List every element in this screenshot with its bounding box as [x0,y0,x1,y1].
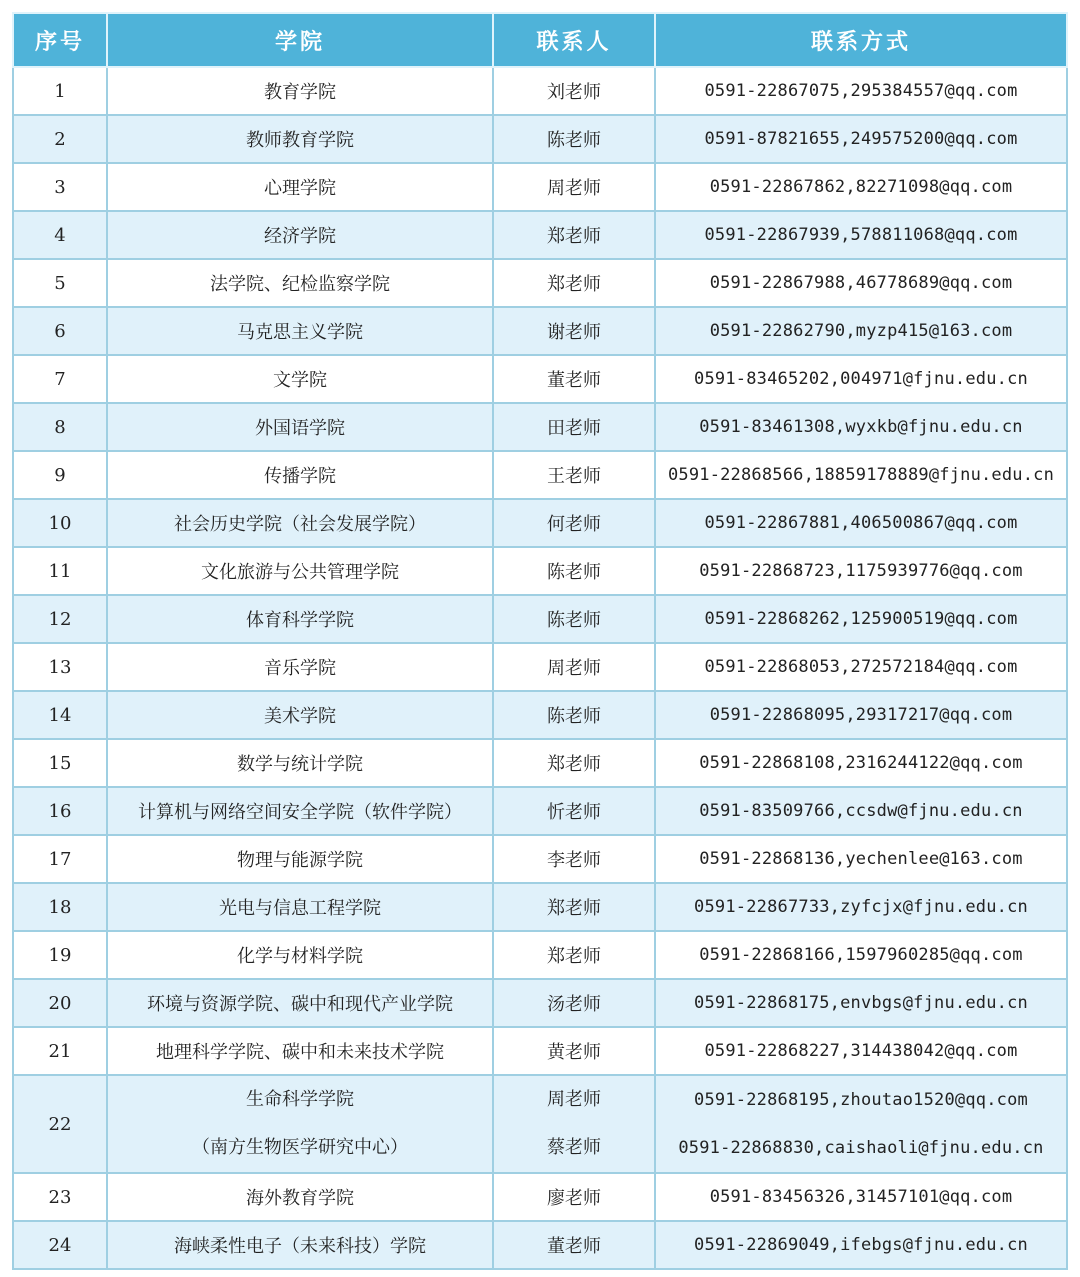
contact-person: 周老师 [493,643,655,691]
row-number: 20 [13,979,107,1027]
contact-info: 0591-22868095,29317217@qq.com [655,691,1067,739]
row-number: 21 [13,1027,107,1075]
table-row [13,883,1067,931]
contact-info: 0591-22868053,272572184@qq.com [655,643,1067,691]
row-number: 11 [13,547,107,595]
row-number: 14 [13,691,107,739]
contact-person: 陈老师 [493,547,655,595]
row-number: 18 [13,883,107,931]
row-number: 16 [13,787,107,835]
row-number: 6 [13,307,107,355]
row-number: 4 [13,211,107,259]
contact-info: 0591-22868136,yechenlee@163.com [655,835,1067,883]
college-name: 数学与统计学院 [107,739,493,787]
contact-person: 刘老师 [493,67,655,115]
contact-person: 陈老师 [493,115,655,163]
header-contact-info: 联系方式 [655,13,1067,67]
college-name-line2: （南方生物医学研究中心） [192,1137,408,1158]
contact-info: 0591-22867075,295384557@qq.com [655,67,1067,115]
college-name: 传播学院 [107,451,493,499]
contact-info: 0591-83465202,004971@fjnu.edu.cn [655,355,1067,403]
contact-table-container [12,12,1066,1270]
contact-person: 廖老师 [493,1173,655,1221]
contact-info: 0591-22867733,zyfcjx@fjnu.edu.cn [655,883,1067,931]
table-row [13,835,1067,883]
table-row [13,307,1067,355]
college-name: 教育学院 [107,67,493,115]
table-row [13,547,1067,595]
table-header-row [13,13,1067,67]
college-name [107,1075,493,1173]
contact-person-2: 蔡老师 [547,1137,601,1158]
row-number: 13 [13,643,107,691]
contact-person: 忻老师 [493,787,655,835]
table-row [13,67,1067,115]
contact-info: 0591-22868566,18859178889@fjnu.edu.cn [655,451,1067,499]
college-name: 教师教育学院 [107,115,493,163]
contact-info: 0591-22867862,82271098@qq.com [655,163,1067,211]
college-name: 化学与材料学院 [107,931,493,979]
table-row [13,1027,1067,1075]
college-name: 马克思主义学院 [107,307,493,355]
college-name: 体育科学学院 [107,595,493,643]
header-college: 学院 [107,13,493,67]
contact-table [12,12,1068,1270]
row-number: 1 [13,67,107,115]
table-row [13,931,1067,979]
college-name: 经济学院 [107,211,493,259]
contact-person: 谢老师 [493,307,655,355]
row-number: 9 [13,451,107,499]
contact-info: 0591-22867939,578811068@qq.com [655,211,1067,259]
contact-info: 0591-22869049,ifebgs@fjnu.edu.cn [655,1221,1067,1269]
table-row [13,739,1067,787]
college-name: 计算机与网络空间安全学院（软件学院） [107,787,493,835]
table-row [13,787,1067,835]
table-row [13,1075,1067,1173]
contact-person: 田老师 [493,403,655,451]
contact-info: 0591-22867881,406500867@qq.com [655,499,1067,547]
contact-info: 0591-22868262,125900519@qq.com [655,595,1067,643]
contact-info: 0591-22868175,envbgs@fjnu.edu.cn [655,979,1067,1027]
contact-info: 0591-22868166,1597960285@qq.com [655,931,1067,979]
contact-info [655,1075,1067,1173]
college-name: 环境与资源学院、碳中和现代产业学院 [107,979,493,1027]
table-row [13,163,1067,211]
contact-person: 郑老师 [493,259,655,307]
contact-info: 0591-22868227,314438042@qq.com [655,1027,1067,1075]
contact-person: 陈老师 [493,691,655,739]
college-name: 美术学院 [107,691,493,739]
college-name: 文学院 [107,355,493,403]
college-name: 地理科学学院、碳中和未来技术学院 [107,1027,493,1075]
table-row [13,259,1067,307]
row-number: 17 [13,835,107,883]
contact-person: 郑老师 [493,739,655,787]
table-row [13,691,1067,739]
contact-person: 周老师 [493,163,655,211]
row-number: 23 [13,1173,107,1221]
table-row [13,499,1067,547]
contact-person: 陈老师 [493,595,655,643]
college-name: 海外教育学院 [107,1173,493,1221]
row-number: 3 [13,163,107,211]
contact-person: 郑老师 [493,931,655,979]
college-name: 海峡柔性电子（未来科技）学院 [107,1221,493,1269]
contact-person: 郑老师 [493,211,655,259]
row-number: 19 [13,931,107,979]
contact-info-2: 0591-22868830,caishaoli@fjnu.edu.cn [678,1138,1044,1158]
college-name: 法学院、纪检监察学院 [107,259,493,307]
contact-person: 董老师 [493,355,655,403]
row-number: 7 [13,355,107,403]
table-row [13,115,1067,163]
table-row [13,595,1067,643]
contact-info: 0591-83509766,ccsdw@fjnu.edu.cn [655,787,1067,835]
college-name: 心理学院 [107,163,493,211]
table-row [13,1221,1067,1269]
contact-info: 0591-22867988,46778689@qq.com [655,259,1067,307]
college-name-line1: 生命科学学院 [246,1089,354,1110]
contact-info: 0591-22868723,1175939776@qq.com [655,547,1067,595]
contact-person [493,1075,655,1173]
row-number: 2 [13,115,107,163]
table-row [13,403,1067,451]
table-row [13,643,1067,691]
contact-person: 董老师 [493,1221,655,1269]
row-number: 15 [13,739,107,787]
contact-info-1: 0591-22868195,zhoutao1520@qq.com [694,1090,1028,1110]
college-name: 音乐学院 [107,643,493,691]
contact-person: 汤老师 [493,979,655,1027]
table-row [13,451,1067,499]
contact-person: 郑老师 [493,883,655,931]
contact-info: 0591-83461308,wyxkb@fjnu.edu.cn [655,403,1067,451]
table-body [13,67,1067,1269]
contact-info: 0591-22862790,myzp415@163.com [655,307,1067,355]
row-number: 12 [13,595,107,643]
table-row [13,355,1067,403]
college-name: 外国语学院 [107,403,493,451]
college-name: 社会历史学院（社会发展学院） [107,499,493,547]
contact-info: 0591-22868108,2316244122@qq.com [655,739,1067,787]
contact-info: 0591-83456326,31457101@qq.com [655,1173,1067,1221]
contact-person-1: 周老师 [547,1089,601,1110]
header-contact-person: 联系人 [493,13,655,67]
college-name: 文化旅游与公共管理学院 [107,547,493,595]
contact-person: 何老师 [493,499,655,547]
row-number: 24 [13,1221,107,1269]
contact-person: 李老师 [493,835,655,883]
contact-info: 0591-87821655,249575200@qq.com [655,115,1067,163]
table-row [13,979,1067,1027]
contact-person: 黄老师 [493,1027,655,1075]
row-number: 10 [13,499,107,547]
table-row [13,211,1067,259]
row-number: 5 [13,259,107,307]
header-number: 序号 [13,13,107,67]
row-number: 8 [13,403,107,451]
contact-person: 王老师 [493,451,655,499]
table-row [13,1173,1067,1221]
row-number: 22 [13,1075,107,1173]
college-name: 光电与信息工程学院 [107,883,493,931]
college-name: 物理与能源学院 [107,835,493,883]
